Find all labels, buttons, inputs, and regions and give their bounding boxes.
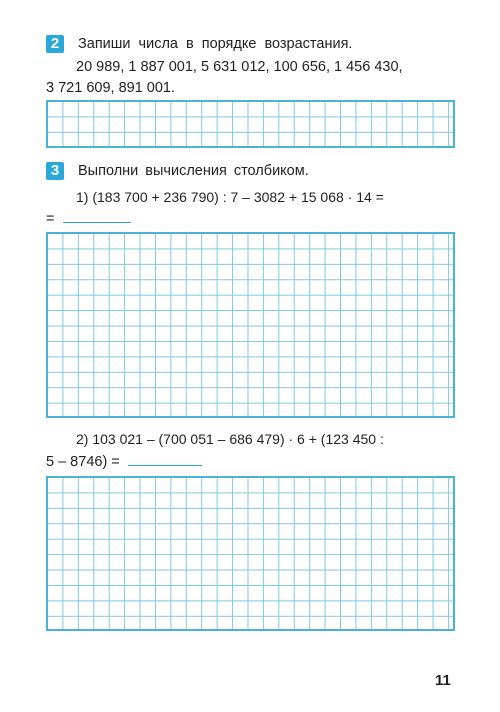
answer-grid-expression-2[interactable]	[46, 476, 455, 631]
task-2-numbers-line-1: 20 989, 1 887 001, 5 631 012, 100 656, 1 456 430,	[76, 59, 403, 75]
page-number: 11	[435, 672, 451, 689]
answer-blank-1[interactable]	[63, 209, 131, 223]
task-3-expression-2-line-1: 2) 103 021 – (700 051 – 686 479) · 6 + (123 450 :	[76, 431, 384, 447]
answer-grid-expression-1[interactable]	[46, 232, 455, 418]
task-3-instruction: Выполни вычисления столбиком.	[78, 163, 309, 179]
answer-grid-task-2[interactable]	[46, 100, 455, 148]
task-3-expression-1-line-2	[46, 209, 131, 228]
task-3-expression-1-line-1: 1) (183 700 + 236 790) : 7 – 3082 + 15 068 · 14 =	[76, 189, 384, 205]
task-2-number: 2	[46, 35, 64, 53]
equals-sign: =	[46, 211, 55, 227]
task-2-numbers-line-2: 3 721 609, 891 001.	[46, 80, 176, 96]
answer-blank-2[interactable]	[128, 452, 202, 466]
task-2-instruction: Запиши числа в порядке возрастания.	[78, 36, 353, 52]
task-3-expression-2-line-2	[46, 452, 202, 471]
expression-2-tail: 5 – 8746) =	[46, 454, 120, 470]
task-3-number: 3	[46, 162, 64, 180]
